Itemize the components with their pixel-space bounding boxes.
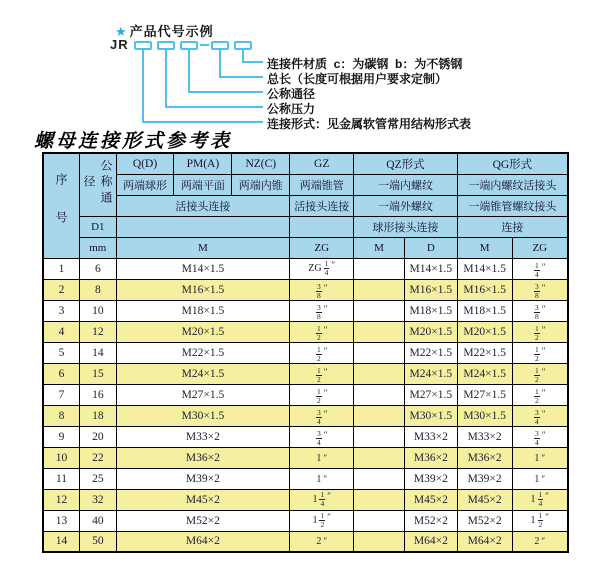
- header-joint-gz: 活接头连接: [290, 195, 354, 216]
- cell-dn-mm: 10: [80, 300, 117, 321]
- header-code-gz: GZ: [290, 153, 354, 174]
- cell-thread-m: M39×2: [116, 468, 290, 489]
- cell-qz-m: [354, 489, 405, 510]
- cell-qz-m: [354, 279, 405, 300]
- label-material: 连接件材质 c：为碳钢 b：为不锈钢: [267, 57, 463, 71]
- cell-qg-m: M24×1.5: [457, 363, 512, 384]
- cell-thread-m: M64×2: [116, 531, 290, 552]
- cell-seq: 4: [43, 321, 80, 342]
- table-body: [43, 258, 568, 552]
- header-qz-ball-joint: 球形接头连接: [354, 216, 458, 237]
- header-nominal-diameter: 公称通径: [80, 153, 117, 216]
- header-qg-connect: 连接: [457, 216, 568, 237]
- cell-dn-mm: 50: [80, 531, 117, 552]
- cell-dn-mm: 32: [80, 489, 117, 510]
- cell-qg-zg: $\frac{1}{2}$ ″: [512, 342, 568, 363]
- header-desc-nzc: 两端内锥: [232, 174, 290, 195]
- header-seq: 序号: [43, 153, 80, 258]
- header-unit-m: M: [116, 237, 290, 258]
- cell-qg-m: M64×2: [457, 531, 512, 552]
- cell-qg-m: M45×2: [457, 489, 512, 510]
- cell-qz-d: M33×2: [404, 426, 457, 447]
- cell-qz-d: M14×1.5: [404, 258, 457, 279]
- table-row: [43, 279, 568, 300]
- cell-qz-d: M30×1.5: [404, 405, 457, 426]
- nut-connection-table: [42, 152, 569, 553]
- cell-gz: $\frac{3}{4}$ ″: [290, 405, 354, 426]
- header-d1: D1: [80, 216, 117, 237]
- cell-qz-m: [354, 510, 405, 531]
- header-unit-qz-m: M: [354, 237, 405, 258]
- cell-thread-m: M52×2: [116, 510, 290, 531]
- table-row: [43, 426, 568, 447]
- cell-dn-mm: 20: [80, 426, 117, 447]
- header-desc-qg: 一端内螺纹活接头: [457, 174, 568, 195]
- table-row: [43, 363, 568, 384]
- header-empty-m: [116, 216, 290, 237]
- cell-qz-d: M24×1.5: [404, 363, 457, 384]
- cell-qz-d: M27×1.5: [404, 384, 457, 405]
- cell-qg-zg: $\frac{3}{8}$ ″: [512, 279, 568, 300]
- header-qz-external: 一端外螺纹: [354, 195, 458, 216]
- cell-qz-m: [354, 468, 405, 489]
- cell-dn-mm: 14: [80, 342, 117, 363]
- cell-qz-m: [354, 405, 405, 426]
- cell-qg-zg: 1 ″: [512, 468, 568, 489]
- cell-qg-zg: $\frac{1}{2}$ ″: [512, 363, 568, 384]
- cell-gz: 2 ″: [290, 531, 354, 552]
- cell-qg-m: M14×1.5: [457, 258, 512, 279]
- cell-qg-zg: $\frac{1}{4}$ ″: [512, 258, 568, 279]
- table-row: [43, 489, 568, 510]
- cell-qz-d: M20×1.5: [404, 321, 457, 342]
- cell-gz: ZG $\frac{1}{4}$ ″: [290, 258, 354, 279]
- cell-seq: 9: [43, 426, 80, 447]
- cell-qg-m: M18×1.5: [457, 300, 512, 321]
- cell-dn-mm: 16: [80, 384, 117, 405]
- cell-seq: 3: [43, 300, 80, 321]
- header-desc-qd: 两端球形: [116, 174, 174, 195]
- table-row: [43, 321, 568, 342]
- table-row: [43, 447, 568, 468]
- cell-qz-m: [354, 321, 405, 342]
- cell-dn-mm: 15: [80, 363, 117, 384]
- header-qg-taper: 一端锥管螺纹接头: [457, 195, 568, 216]
- table-row: [43, 258, 568, 279]
- cell-qg-m: M36×2: [457, 447, 512, 468]
- cell-dn-mm: 8: [80, 279, 117, 300]
- table-row: [43, 510, 568, 531]
- connector-line-form: [142, 50, 263, 123]
- cell-gz: 1 $\frac{1}{4}$ ″: [290, 489, 354, 510]
- cell-dn-mm: 40: [80, 510, 117, 531]
- cell-dn-mm: 6: [80, 258, 117, 279]
- table-row: [43, 468, 568, 489]
- header-mm: mm: [80, 237, 117, 258]
- cell-thread-m: M14×1.5: [116, 258, 290, 279]
- cell-qg-zg: $\frac{3}{4}$ ″: [512, 426, 568, 447]
- cell-thread-m: M30×1.5: [116, 405, 290, 426]
- cell-thread-m: M16×1.5: [116, 279, 290, 300]
- table-header: [43, 153, 568, 258]
- cell-gz: 1 ″: [290, 447, 354, 468]
- cell-thread-m: M33×2: [116, 426, 290, 447]
- cell-thread-m: M18×1.5: [116, 300, 290, 321]
- cell-qz-d: M16×1.5: [404, 279, 457, 300]
- cell-qg-m: M22×1.5: [457, 342, 512, 363]
- cell-thread-m: M22×1.5: [116, 342, 290, 363]
- header-unit-zg: ZG: [290, 237, 354, 258]
- cell-qz-m: [354, 363, 405, 384]
- cell-dn-mm: 22: [80, 447, 117, 468]
- cell-thread-m: M20×1.5: [116, 321, 290, 342]
- cell-qg-zg: $\frac{1}{2}$ ″: [512, 384, 568, 405]
- header-desc-gz: 两端锥管: [290, 174, 354, 195]
- cell-qz-d: M18×1.5: [404, 300, 457, 321]
- cell-qz-m: [354, 300, 405, 321]
- cell-seq: 10: [43, 447, 80, 468]
- label-total-length: 总长（长度可根据用户要求定制）: [267, 72, 448, 86]
- cell-qz-m: [354, 384, 405, 405]
- cell-seq: 6: [43, 363, 80, 384]
- header-unit-qz-d: D: [404, 237, 457, 258]
- cell-seq: 13: [43, 510, 80, 531]
- code-dash: [200, 44, 209, 46]
- cell-seq: 14: [43, 531, 80, 552]
- cell-seq: 2: [43, 279, 80, 300]
- cell-qg-m: M39×2: [457, 468, 512, 489]
- cell-gz: $\frac{1}{2}$ ″: [290, 363, 354, 384]
- cell-seq: 5: [43, 342, 80, 363]
- cell-seq: 7: [43, 384, 80, 405]
- label-nominal-diameter: 公称通径: [267, 87, 316, 101]
- cell-dn-mm: 18: [80, 405, 117, 426]
- code-box-4: [211, 41, 229, 50]
- cell-gz: $\frac{3}{8}$ ″: [290, 300, 354, 321]
- cell-qg-zg: 1 $\frac{1}{4}$ ″: [512, 489, 568, 510]
- header-code-pma: PM(A): [174, 153, 232, 174]
- header-desc-qz: 一端内螺纹: [354, 174, 458, 195]
- label-nominal-pressure: 公称压力: [267, 102, 316, 116]
- cell-qz-m: [354, 531, 405, 552]
- cell-seq: 8: [43, 405, 80, 426]
- cell-qz-d: M52×2: [404, 510, 457, 531]
- cell-qg-m: M20×1.5: [457, 321, 512, 342]
- header-code-qz: QZ形式: [354, 153, 458, 174]
- cell-qg-m: M16×1.5: [457, 279, 512, 300]
- cell-qz-d: M45×2: [404, 489, 457, 510]
- cell-thread-m: M36×2: [116, 447, 290, 468]
- diagram-title-text: 产品代号示例: [129, 24, 214, 39]
- header-code-qd: Q(D): [116, 153, 174, 174]
- cell-qz-m: [354, 426, 405, 447]
- table-row: [43, 531, 568, 552]
- header-unit-qg-m: M: [457, 237, 512, 258]
- cell-qg-m: M52×2: [457, 510, 512, 531]
- table-row: [43, 384, 568, 405]
- header-code-qg: QG形式: [457, 153, 568, 174]
- code-box-5: [234, 41, 252, 50]
- table-title: 螺母连接形式参考表: [34, 131, 233, 152]
- cell-gz: $\frac{1}{2}$ ″: [290, 342, 354, 363]
- cell-seq: 1: [43, 258, 80, 279]
- table-row: [43, 405, 568, 426]
- table-row: [43, 342, 568, 363]
- cell-thread-m: M45×2: [116, 489, 290, 510]
- cell-gz: 1 ″: [290, 468, 354, 489]
- code-box-3: [180, 41, 198, 50]
- cell-seq: 12: [43, 489, 80, 510]
- label-connection-form: 连接形式：见金属软管常用结构形式表: [267, 117, 472, 131]
- cell-thread-m: M27×1.5: [116, 384, 290, 405]
- cell-thread-m: M24×1.5: [116, 363, 290, 384]
- product-code-prefix: JR: [110, 37, 129, 52]
- cell-qg-zg: 1 ″: [512, 447, 568, 468]
- cell-gz: $\frac{3}{8}$ ″: [290, 279, 354, 300]
- cell-qg-zg: $\frac{1}{2}$ ″: [512, 321, 568, 342]
- code-box-2: [157, 41, 175, 50]
- header-desc-pma: 两端平面: [174, 174, 232, 195]
- cell-qz-d: M36×2: [404, 447, 457, 468]
- header-empty-gz: [290, 216, 354, 237]
- cell-qg-m: M30×1.5: [457, 405, 512, 426]
- cell-dn-mm: 25: [80, 468, 117, 489]
- cell-qz-d: M39×2: [404, 468, 457, 489]
- header-joint-m: 活接头连接: [116, 195, 290, 216]
- star-icon: ★: [115, 24, 128, 39]
- cell-qz-d: M64×2: [404, 531, 457, 552]
- cell-qg-m: M27×1.5: [457, 384, 512, 405]
- code-box-1: [134, 41, 152, 50]
- cell-qg-zg: $\frac{3}{8}$ ″: [512, 300, 568, 321]
- cell-qg-zg: 1 $\frac{1}{2}$ ″: [512, 510, 568, 531]
- header-code-nzc: NZ(C): [232, 153, 290, 174]
- cell-seq: 11: [43, 468, 80, 489]
- cell-gz: $\frac{1}{2}$ ″: [290, 384, 354, 405]
- cell-qz-d: M22×1.5: [404, 342, 457, 363]
- cell-dn-mm: 12: [80, 321, 117, 342]
- table-row: [43, 300, 568, 321]
- diagram-title: [115, 21, 214, 40]
- cell-gz: $\frac{3}{4}$ ″: [290, 426, 354, 447]
- cell-qg-zg: 2 ″: [512, 531, 568, 552]
- cell-qz-m: [354, 342, 405, 363]
- cell-qz-m: [354, 447, 405, 468]
- cell-gz: 1 $\frac{1}{2}$ ″: [290, 510, 354, 531]
- cell-qg-zg: $\frac{3}{4}$ ″: [512, 405, 568, 426]
- cell-qz-m: [354, 258, 405, 279]
- cell-qg-m: M33×2: [457, 426, 512, 447]
- header-unit-qg-zg: ZG: [512, 237, 568, 258]
- cell-gz: $\frac{1}{2}$ ″: [290, 321, 354, 342]
